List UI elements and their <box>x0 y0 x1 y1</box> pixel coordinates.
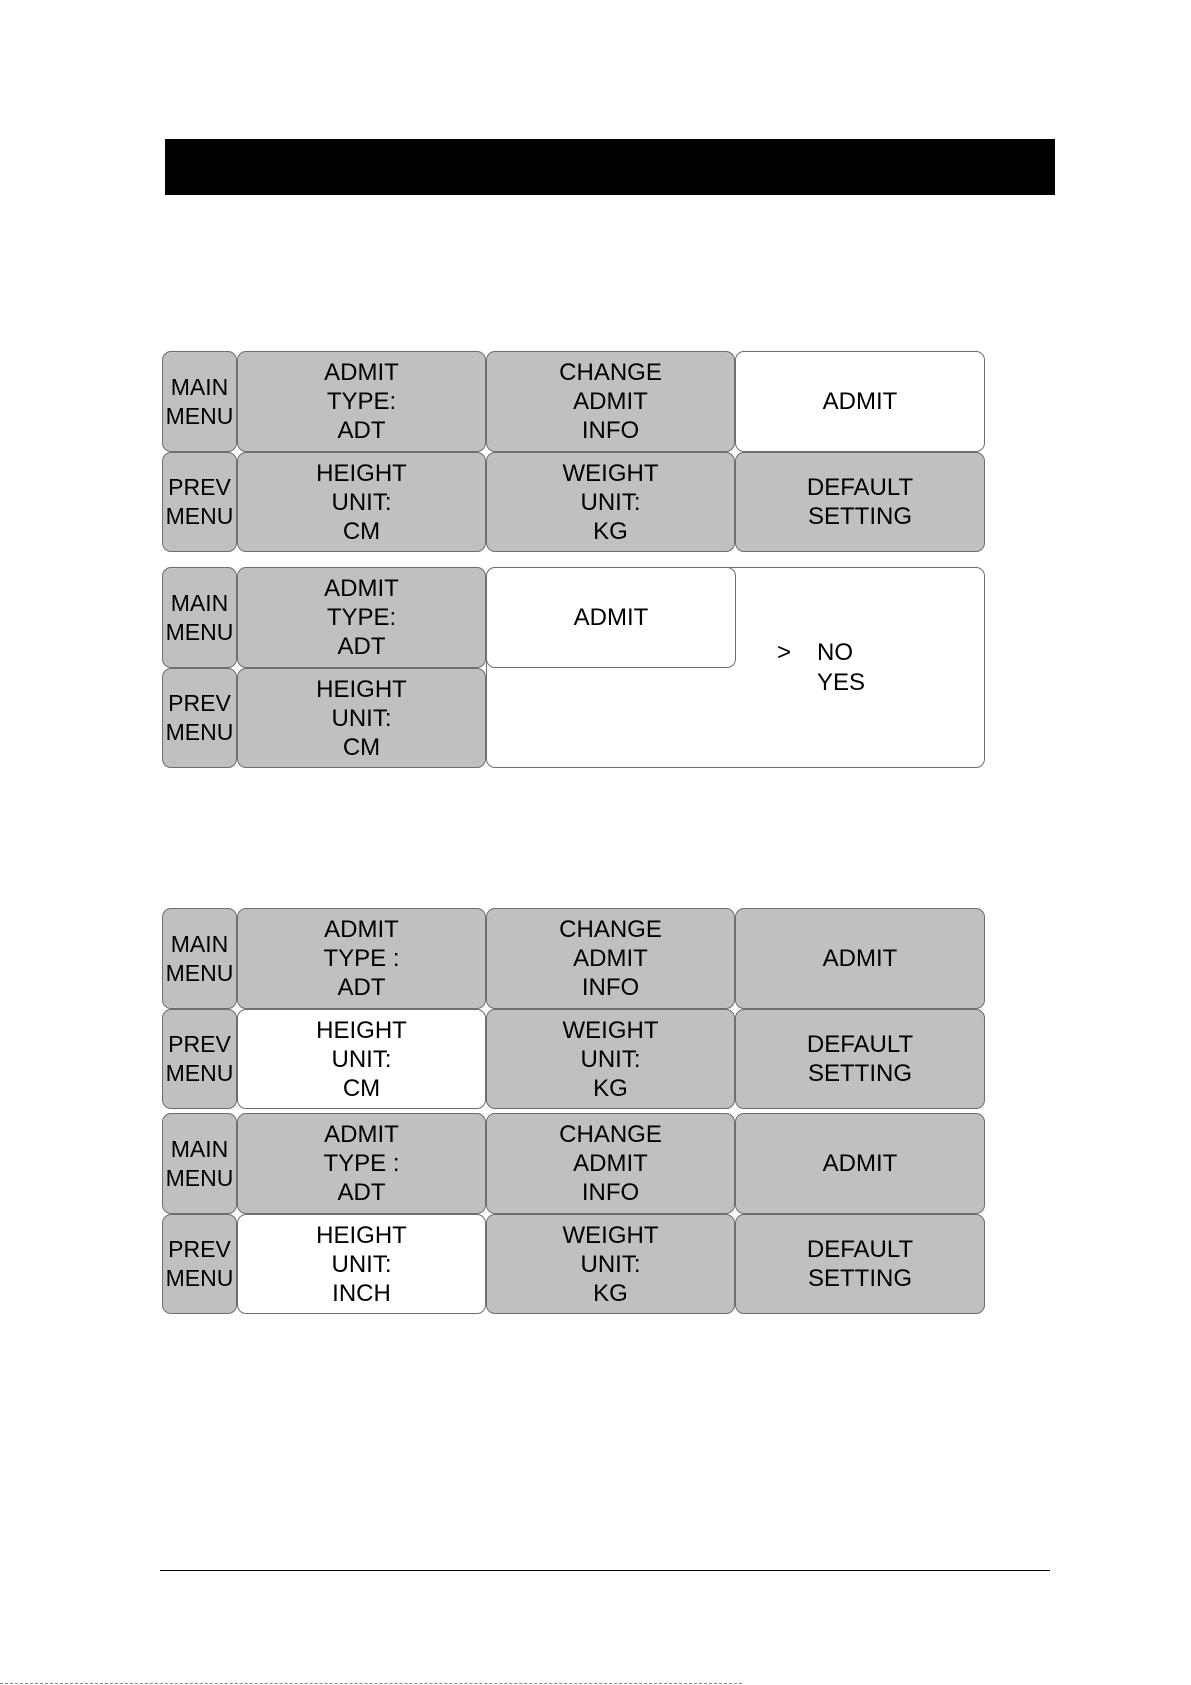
height-unit-button[interactable]: HEIGHT UNIT: CM <box>237 452 486 552</box>
height-unit-button[interactable]: HEIGHT UNIT: CM <box>237 1009 486 1109</box>
main-menu-button[interactable]: MAIN MENU <box>162 1113 237 1214</box>
default-setting-button[interactable]: DEFAULT SETTING <box>735 1214 985 1314</box>
admit-type-button[interactable]: ADMIT TYPE: ADT <box>237 351 486 452</box>
weight-unit-button[interactable]: WEIGHT UNIT: KG <box>486 1009 735 1109</box>
admit-type-button[interactable]: ADMIT TYPE: ADT <box>237 567 486 668</box>
panel-admit-menu <box>162 351 985 552</box>
default-setting-button[interactable]: DEFAULT SETTING <box>735 452 985 552</box>
height-unit-button[interactable]: HEIGHT UNIT: CM <box>237 668 486 768</box>
prev-menu-button[interactable]: PREV MENU <box>162 452 237 552</box>
change-admit-info-button[interactable]: CHANGE ADMIT INFO <box>486 1113 735 1214</box>
weight-unit-button[interactable]: WEIGHT UNIT: KG <box>486 452 735 552</box>
header-bar <box>165 139 1055 195</box>
footer-divider <box>160 1570 1050 1571</box>
admit-button[interactable]: ADMIT <box>735 908 985 1009</box>
change-admit-info-button[interactable]: CHANGE ADMIT INFO <box>486 908 735 1009</box>
admit-button[interactable]: ADMIT <box>735 1113 985 1214</box>
panel-height-unit-cm <box>162 908 985 1109</box>
panel-height-unit-inch <box>162 1113 985 1314</box>
option-yes[interactable]: YES <box>817 669 866 696</box>
change-admit-info-button[interactable]: CHANGE ADMIT INFO <box>486 351 735 452</box>
main-menu-button[interactable]: MAIN MENU <box>162 351 237 452</box>
prev-menu-button[interactable]: PREV MENU <box>162 1009 237 1109</box>
panel-admit-confirm <box>162 567 985 768</box>
option-list <box>777 638 866 698</box>
admit-type-button[interactable]: ADMIT TYPE : ADT <box>237 908 486 1009</box>
main-menu-button[interactable]: MAIN MENU <box>162 908 237 1009</box>
default-setting-button[interactable]: DEFAULT SETTING <box>735 1009 985 1109</box>
selection-cursor: > <box>777 639 792 666</box>
prev-menu-button[interactable]: PREV MENU <box>162 1214 237 1314</box>
prev-menu-button[interactable]: PREV MENU <box>162 668 237 768</box>
admit-button[interactable]: ADMIT <box>735 351 985 452</box>
main-menu-button[interactable]: MAIN MENU <box>162 567 237 668</box>
admit-confirm-dialog <box>486 567 985 768</box>
option-no[interactable]: > NO <box>777 639 853 666</box>
weight-unit-button[interactable]: WEIGHT UNIT: KG <box>486 1214 735 1314</box>
height-unit-button[interactable]: HEIGHT UNIT: INCH <box>237 1214 486 1314</box>
bottom-dotted-edge <box>0 1683 742 1684</box>
dialog-title: ADMIT <box>486 567 736 668</box>
admit-type-button[interactable]: ADMIT TYPE : ADT <box>237 1113 486 1214</box>
